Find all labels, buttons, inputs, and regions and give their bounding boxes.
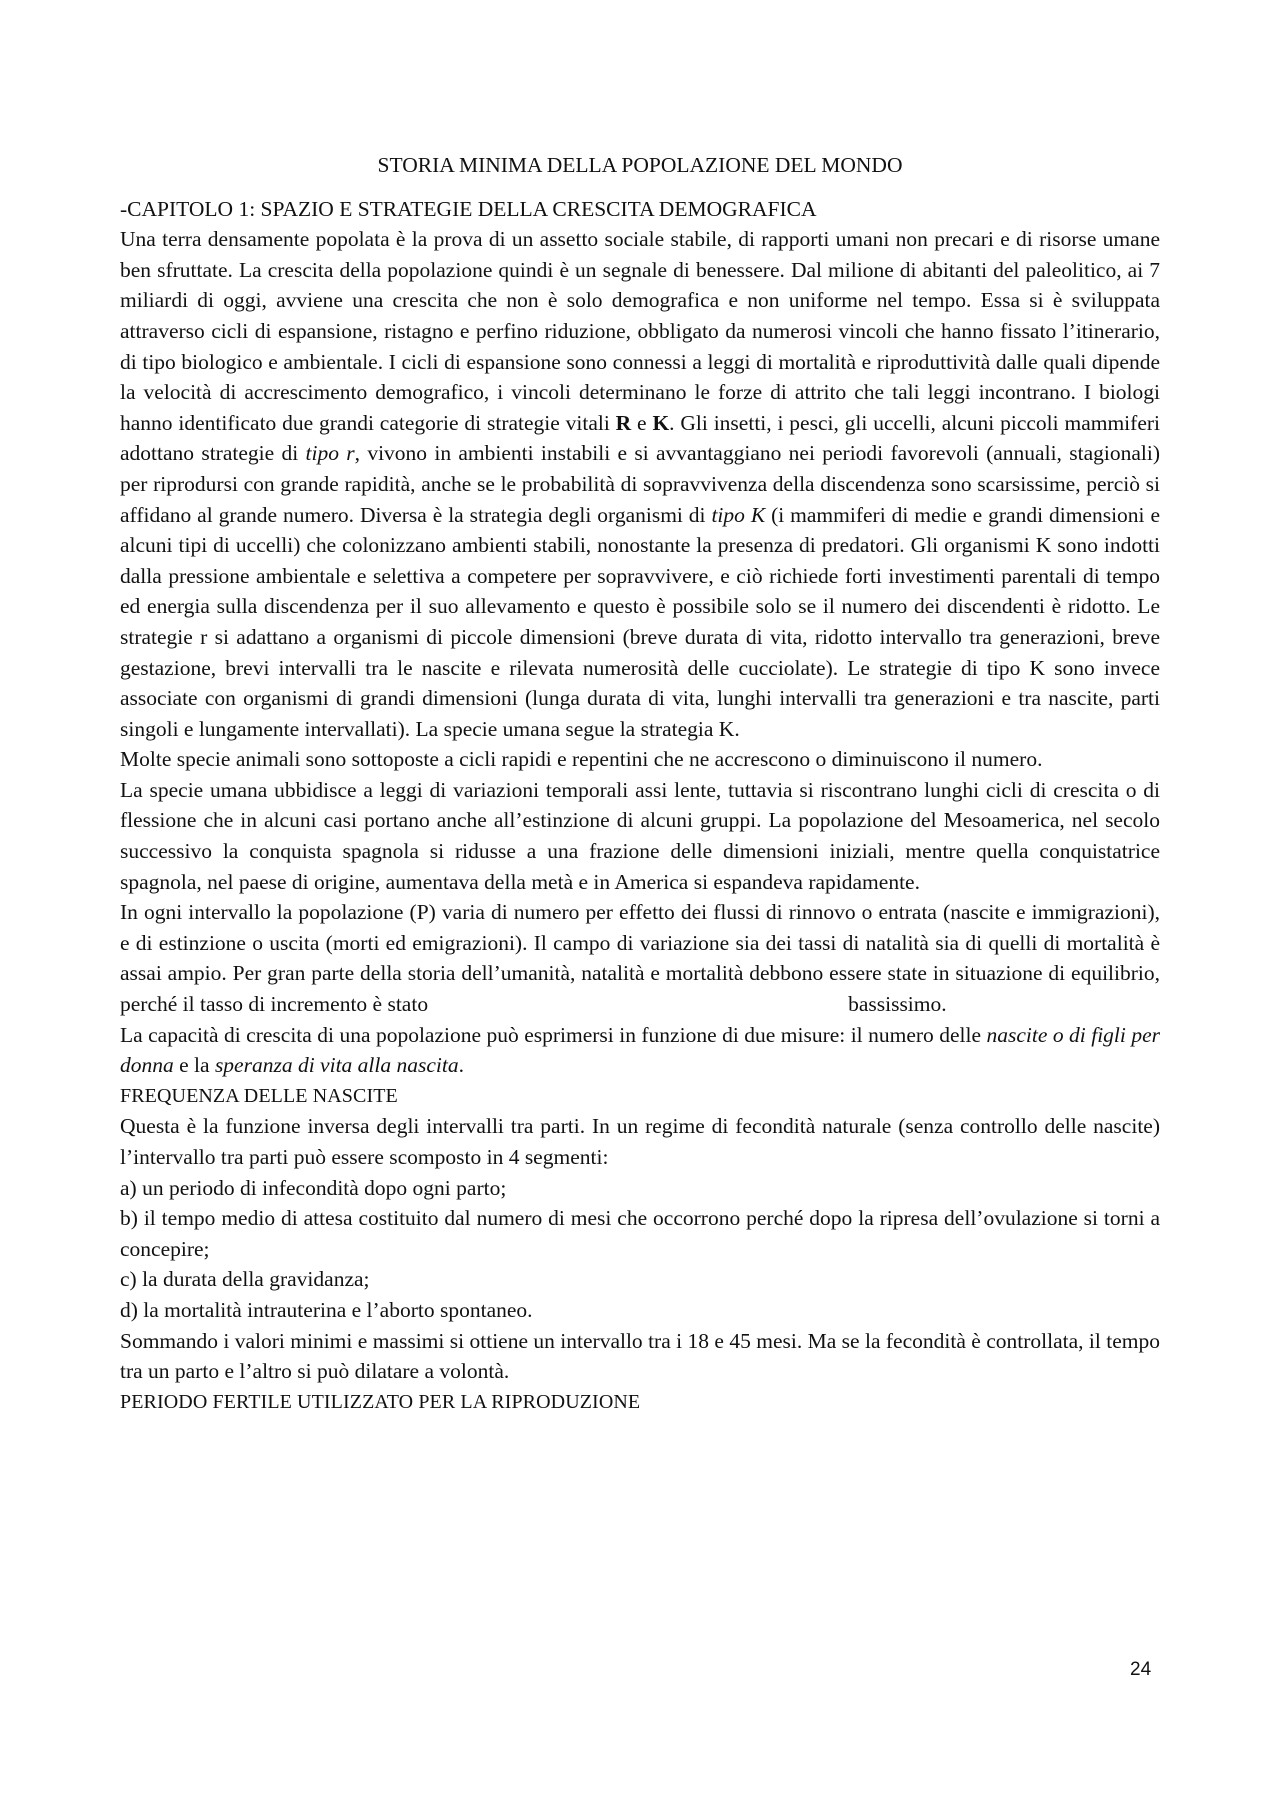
paragraph-text: La capacità di crescita di una popolazione può esprimersi in funzione di due misure: il numero delle [120, 1022, 987, 1047]
paragraph-growth-capacity [120, 1020, 1160, 1081]
paragraph-population-flows [120, 897, 1160, 1019]
paragraph-text: , vivono in ambienti instabili e si avvantaggiano nei periodi favorevoli (annuali, stagionali) per riprodursi con grande rapidità, anche se le probabilità di sopravvivenza della discendenza sono scarsissime, perciò si affidano al grande numero. Diversa è la strategia degli organismi di [120, 441, 1160, 527]
paragraph-strategies [120, 224, 1160, 744]
paragraph-text: In ogni intervallo la popolazione (P) varia di numero per effetto dei flussi di rinnovo o entrata (nascite e immigrazioni), e di estinzione o uscita (morti ed emigrazioni). Il campo di variazione sia dei tassi di natalità sia di quelli di mortalità è assai ampio. Per gran parte della storia dell’umanità, natalità e mortalità debbono essere state in situazione di equilibrio, perché il tasso di incremento è stato [120, 900, 1160, 1017]
paragraph-birth-intervals: Questa è la funzione inversa degli intervalli tra parti. In un regime di fecondità naturale (senza controllo delle nascite) l’intervallo tra parti può essere scomposto in 4 segmenti: [120, 1114, 1160, 1169]
paragraph-text: e [631, 410, 653, 435]
paragraph-text: . [458, 1053, 464, 1078]
bold-term-k: K [652, 410, 670, 435]
section-heading-fertile-period: PERIODO FERTILE UTILIZZATO PER LA RIPRODUZIONE [120, 1390, 641, 1413]
paragraph-text: e la [173, 1053, 215, 1078]
paragraph-text: bassissimo. [848, 992, 947, 1017]
italic-term-tipo-r: tipo r [305, 441, 355, 466]
italic-term-life-expectancy: speranza di vita alla nascita [214, 1053, 459, 1078]
chapter-heading: -CAPITOLO 1: SPAZIO E STRATEGIE DELLA CRESCITA DEMOGRAFICA [120, 196, 817, 221]
paragraph-human-species: La specie umana ubbidisce a leggi di variazioni temporali assi lente, tuttavia si riscontrano lunghi cicli di crescita o di flessione che in alcuni casi portano anche all’estinzione di alcuni gruppi. La popolazione del Mesoamerica, nel secolo successivo la conquista spagnola si ridusse a una frazione delle dimensioni iniziali, mentre quella conquistatrice spagnola, nel paese di origine, aumentava della metà e in America si espandeva rapidamente. [120, 777, 1160, 894]
section-heading-birth-frequency: FREQUENZA DELLE NASCITE [120, 1084, 398, 1107]
document-title: STORIA MINIMA DELLA POPOLAZIONE DEL MONDO [377, 153, 903, 177]
paragraph-interval-range: Sommando i valori minimi e massimi si ottiene un intervallo tra i 18 e 45 mesi. Ma se la fecondità è controllata, il tempo tra un parto e l’altro si può dilatare a volontà. [120, 1328, 1160, 1384]
paragraph-text: . Gli insetti, i pesci, gli uccelli, alcuni piccoli mammiferi adottano strategie di [120, 410, 1160, 466]
paragraph-text: Una terra densamente popolata è la prova di un assetto sociale stabile, di rapporti umani non precari e di risorse umane ben sfruttate. La crescita della popolazione quindi è un segnale di benessere. Dal milione di abitanti del paleolitico, ai 7 miliardi di oggi, avviene una crescita che non è solo demografica e non uniforme nel tempo. Essa si è sviluppata attraverso cicli di espansione, ristagno e perfino riduzione, obbligato da numerosi vincoli che hanno fissato l’itinerario, di tipo biologico e ambientale. I cicli di espansione sono connessi a leggi di mortalità e riproduttività dalle quali dipende la velocità di accrescimento demografico, i vincoli determinano le forze di attrito che tali leggi incontrano. I biologi hanno identificato due grandi categorie di strategie vitali [120, 227, 1160, 435]
italic-term-births: nascite o di figli per donna [120, 1022, 1160, 1078]
bold-term-r: R [615, 410, 632, 435]
list-item: a) un periodo di infecondità dopo ogni parto; [120, 1175, 507, 1200]
page-content [120, 150, 1160, 1417]
paragraph-text: (i mammiferi di medie e grandi dimensioni e alcuni tipi di uccelli) che colonizzano ambienti stabili, nonostante la presenza di predatori. Gli organismi K sono indotti dalla pressione ambientale e selettiva a competere per sopravvivere, e ciò richiede forti investimenti parentali di tempo ed energia sulla discendenza per il suo allevamento e questo è possibile solo se il numero dei discendenti è ridotto. Le strategie r si adattano a organismi di piccole dimensioni (breve durata di vita, ridotto intervallo tra generazioni, breve gestazione, brevi intervalli tra le nascite e rilevata numerosità delle cucciolate). Le strategie di tipo K sono invece associate con organismi di grandi dimensioni (lunga durata di vita, lunghi intervalli tra generazioni e tra nascite, parti singoli e lungamente intervallati). La specie umana segue la strategia K. [120, 502, 1160, 741]
italic-term-tipo-k: tipo K [711, 502, 766, 527]
list-item: d) la mortalità intrauterina e l’aborto spontaneo. [120, 1297, 533, 1322]
page-number: 24 [1130, 1659, 1152, 1680]
list-item: b) il tempo medio di attesa costituito dal numero di mesi che occorrono perché dopo la ripresa dell’ovulazione si torni a concepire; [120, 1206, 1160, 1261]
paragraph-animal-cycles: Molte specie animali sono sottoposte a cicli rapidi e repentini che ne accrescono o diminuiscono il numero. [120, 747, 1043, 772]
list-item: c) la durata della gravidanza; [120, 1267, 370, 1292]
